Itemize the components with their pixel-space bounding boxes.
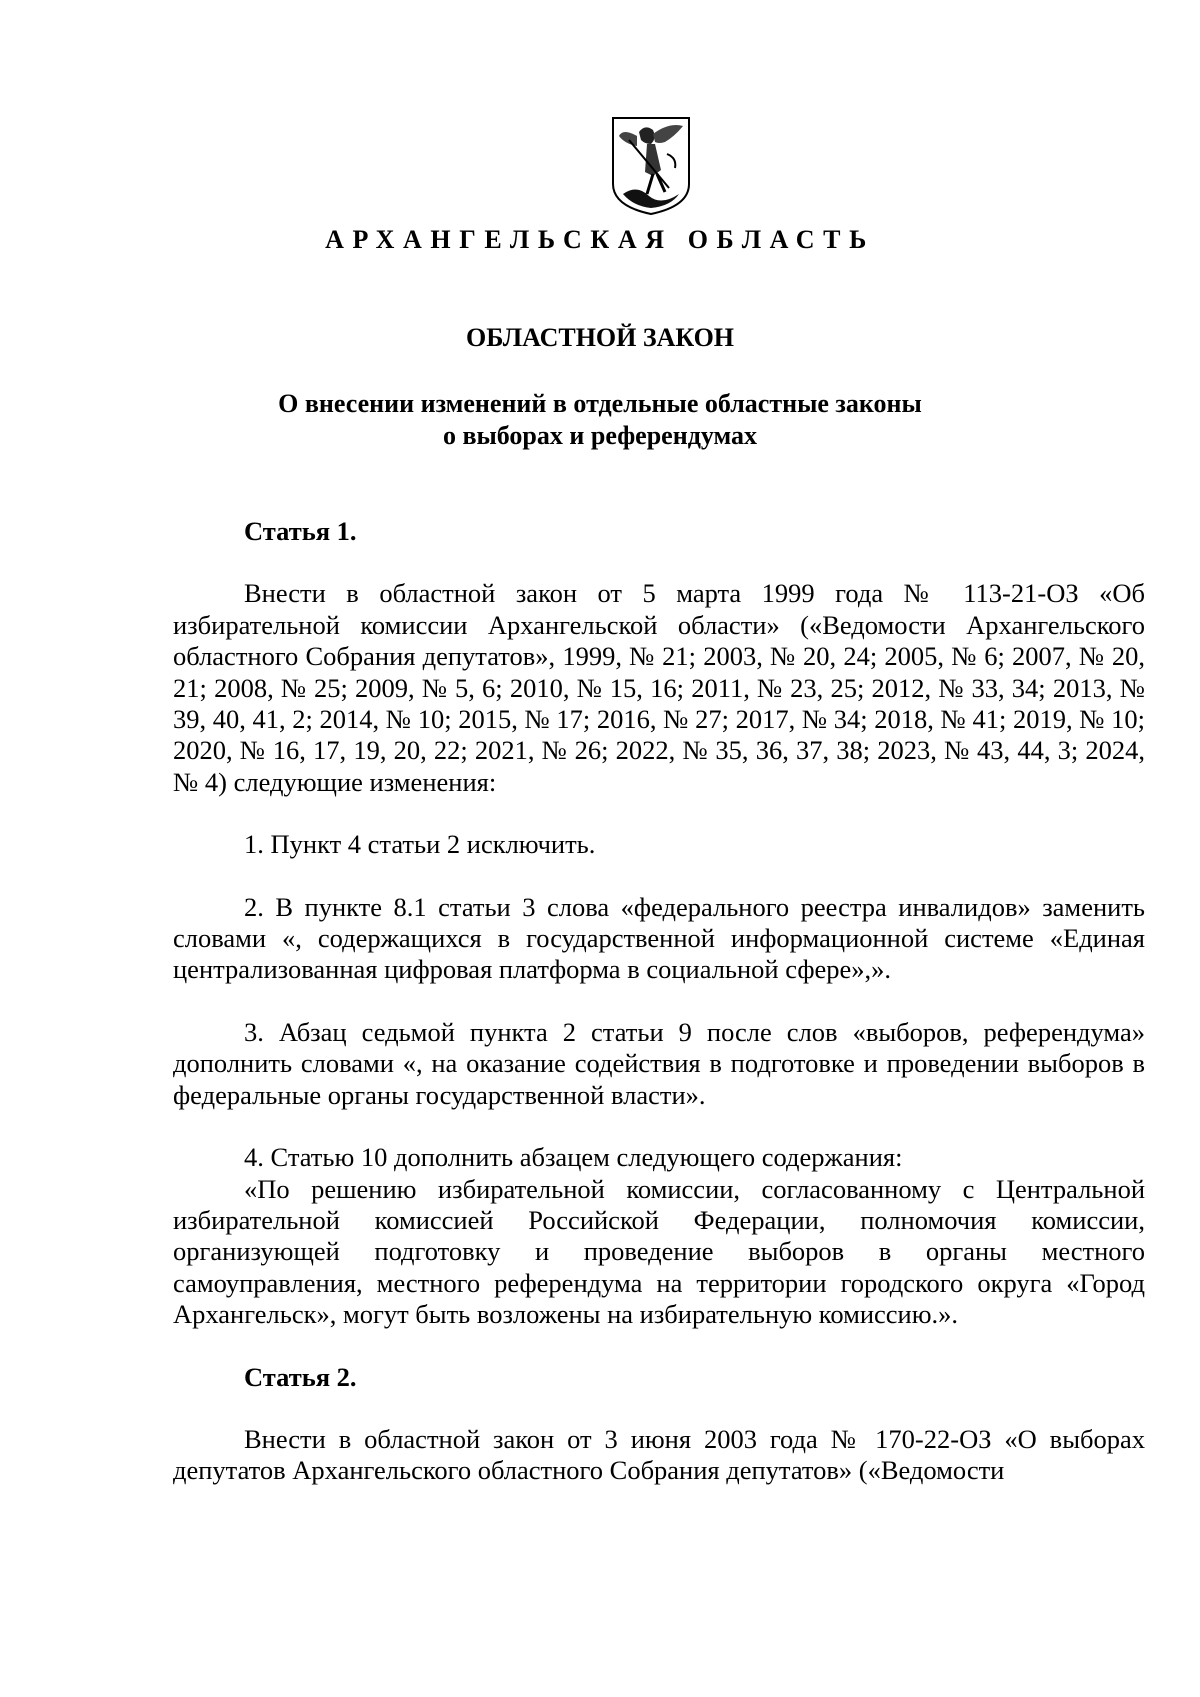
article-2-intro: Внести в областной закон от 3 июня 2003 года № 170-22-ОЗ «О выборах депутатов Архангельского областного Собрания депутатов» («Ведомости [173, 1423, 1145, 1486]
article-1-intro: Внести в областной закон от 5 марта 1999 года № 113-21-ОЗ «Об избирательной комиссии Архангельской области» («Ведомости Архангельского областного Собрания депутатов», 1999, № 21; 2003, № 20, 24; 2005, № 6; 2007, № 20, 21; 2008, № 25; 2009, № 5, 6; 2010, № 15, 16; 2011, № 23, 25; 2012, № 33, 34; 2013, № 39, 40, 41, 2; 2014, № 10; 2015, № 17; 2016, № 27; 2017, № 34; 2018, № 41; 2019, № 10; 2020, № 16, 17, 19, 20, 22; 2021, № 26; 2022, № 35, 36, 37, 38; 2023, № 43, 44, 3; 2024, № 4) следующие изменения: [173, 578, 1145, 797]
article-1-item-2: 2. В пункте 8.1 статьи 3 слова «федерального реестра инвалидов» заменить словами «, содержащихся в государственной информационной системе «Единая централизованная цифровая платформа в социальной сфере»,». [173, 891, 1145, 985]
law-title-line: О внесении изменений в отдельные областные законы [278, 389, 922, 418]
region-name: АРХАНГЕЛЬСКАЯ ОБЛАСТЬ [325, 225, 875, 254]
article-1-item-1: 1. Пункт 4 статьи 2 исключить. [244, 829, 596, 860]
law-type-heading: ОБЛАСТНОЙ ЗАКОН [465, 323, 735, 352]
law-title [0, 388, 1200, 452]
article-1-item-4-quote: «По решению избирательной комиссии, согласованному с Центральной избирательной комиссией Российской Федерации, полномочия комиссии, организующей подготовку и проведение выборов в органы местного самоуправления, местного референдума на территории городского округа «Город Архангельск», могут быть возложены на избирательную комиссию.». [173, 1173, 1145, 1330]
archangel-coat-of-arms-icon [609, 114, 693, 218]
article-1-item-4: 4. Статью 10 дополнить абзацем следующего содержания: [244, 1142, 903, 1173]
document-body [173, 516, 1145, 1487]
law-title-line: о выборах и референдумах [442, 421, 758, 450]
article-1-item-3: 3. Абзац седьмой пункта 2 статьи 9 после слов «выборов, референдума» дополнить словами «, на оказание содействия в подготовке и проведении выборов в федеральные органы государственной власти». [173, 1016, 1145, 1110]
article-1-heading: Статья 1. [244, 516, 357, 546]
article-2-heading: Статья 2. [244, 1361, 357, 1392]
